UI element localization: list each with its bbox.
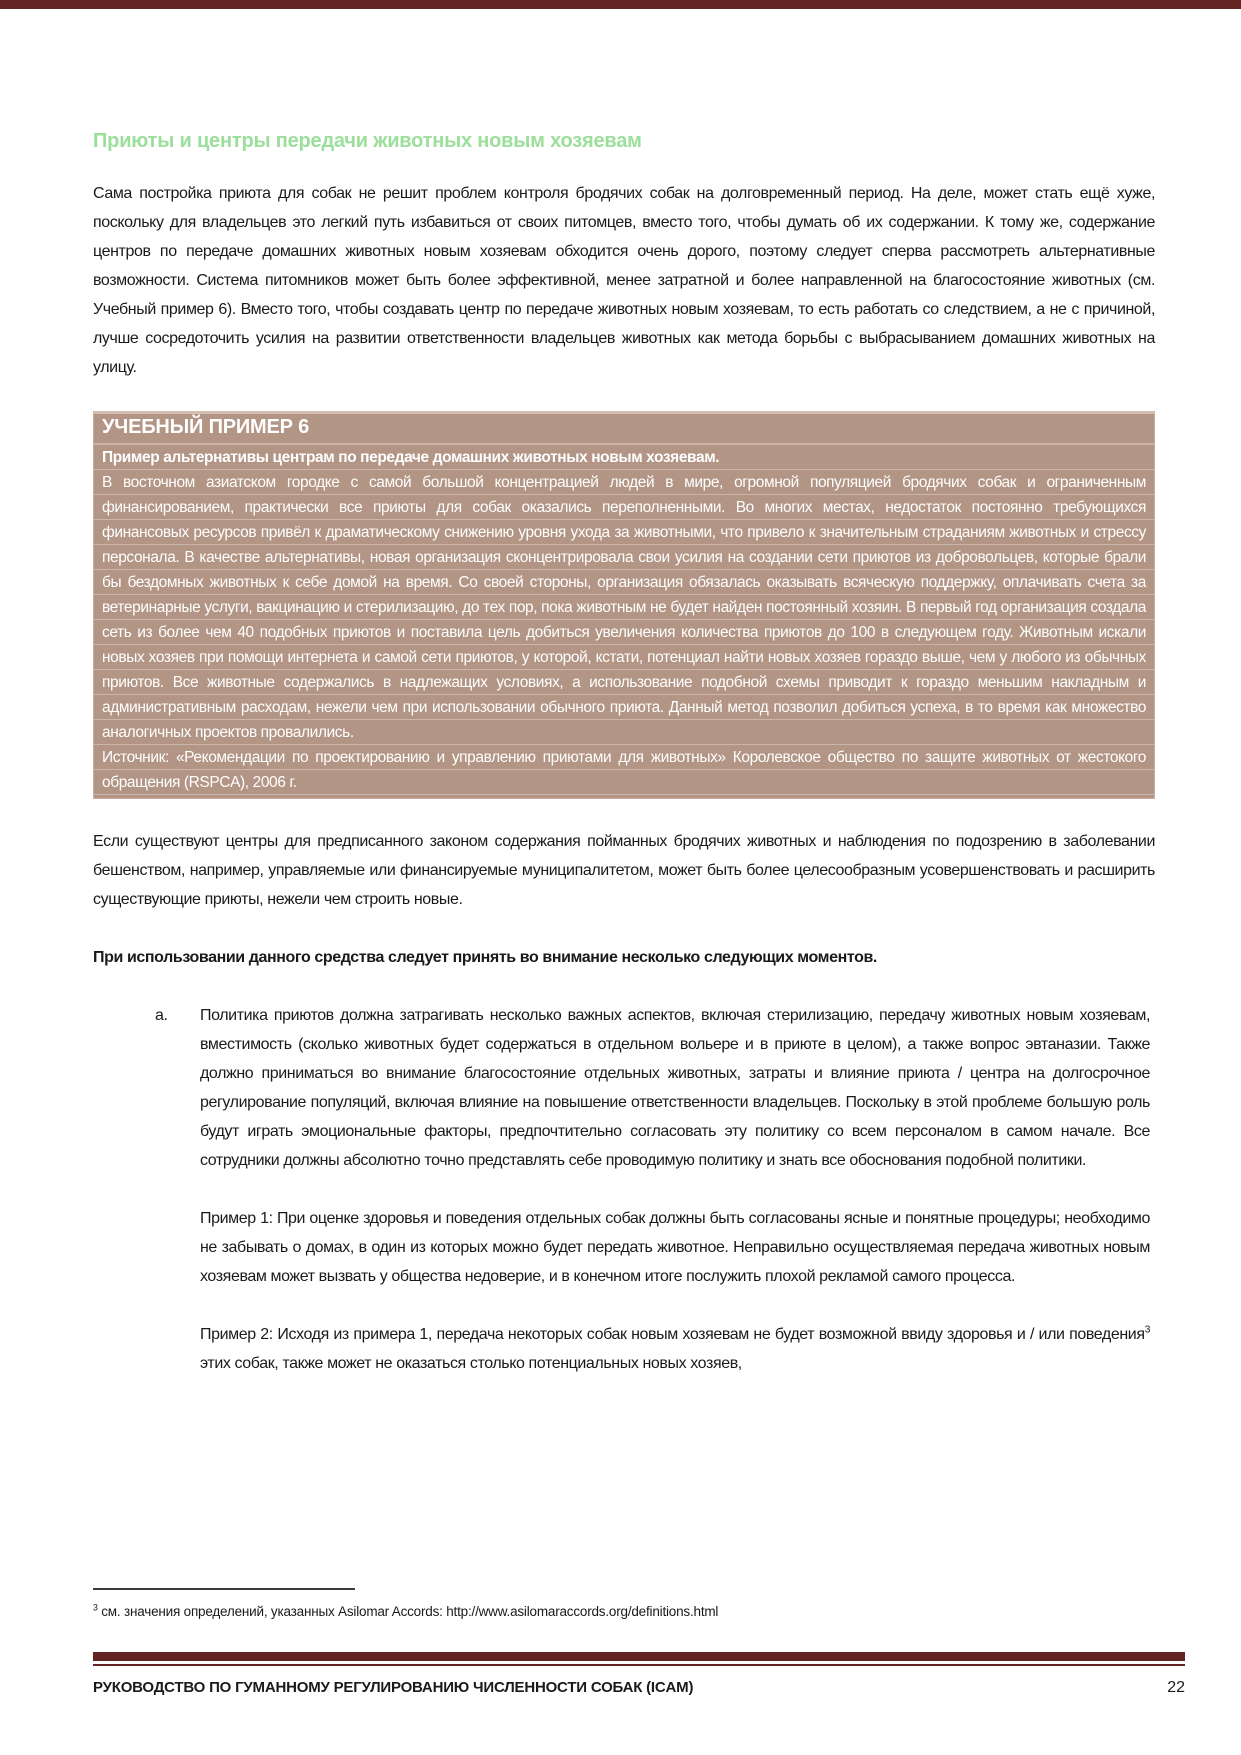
example-2-paragraph [200, 1320, 1150, 1378]
footnote-text [93, 1604, 1155, 1619]
footnote-reference-mark: 3 [1144, 1324, 1150, 1336]
case-study-body [94, 445, 1154, 798]
section-heading: Приюты и центры передачи животных новым хозяевам [93, 130, 642, 152]
case-study-subtitle: Пример альтернативы центрам по передаче домашних животных новым хозяевам. [102, 449, 720, 466]
example-1-paragraph: Пример 1: При оценке здоровья и поведения отдельных собак должны быть согласованы ясные и понятные процедуры; необходимо не забывать о домах, в один из которых можно будет передать животное. Неправильно осуществляемая передача животных новым хозяевам может вызвать у общества недоверие, и в конечном итоге послужить плохой рекламой самого процесса. [200, 1210, 1150, 1285]
example-2-text-start: Пример 2: Исходя из примера 1, передача некоторых собак новым хозяевам не будет возможной ввиду здоровья и / или поведения [200, 1326, 1145, 1343]
page-number: 22 [1167, 1679, 1185, 1696]
case-study-text: В восточном азиатском городке с самой большой концентрацией людей в мире, огромной популяцией бродячих собак и ограниченным финансированием, практически все приюты для собак оказались переполненными. Во многих местах, недостаток постоянно требующихся финансовых ресурсов привёл к драматическому снижению уровня ухода за животными, что привело к значительным страданиям животных и стрессу персонала. В качестве альтернативы, новая организация сконцентрировала свои усилия на создании сети приютов из добровольцев, которые брали бы бездомных животных к себе домой на время. Со своей стороны, организация обязалась оказывать всяческую поддержку, оплачивать счета за ветеринарные услуги, вакцинацию и стерилизацию, до тех пор, пока животным не будет найден постоянный хозяин. В первый год организация создала сеть из более чем 40 подобных приютов и поставила цель добиться увеличения количества приютов до 100 в следующем году. Животным искали новых хозяев при помощи интернета и самой сети приютов, у которой, кстати, потенциал найти новых хозяев гораздо выше, чем у любого из обычных приютов. Все животные содержались в надлежащих условиях, а использование подобной схемы приводит к гораздо меньшим накладным и административным расходам, нежели чем при использовании обычного приюта. Данный метод позволил добиться успеха, в то время как множество аналогичных проектов провалились. [102, 474, 1146, 741]
top-page-rule [0, 0, 1241, 9]
examples-block [200, 1204, 1155, 1378]
list-item-a [155, 1001, 1150, 1175]
footer-document-title: РУКОВОДСТВО ПО ГУМАННОМУ РЕГУЛИРОВАНИЮ ЧИСЛЕННОСТИ СОБАК (ICAM) [93, 1679, 694, 1696]
footnote-separator [93, 1588, 355, 1590]
footnote-area [93, 1588, 1155, 1619]
after-box-paragraph: Если существуют центры для предписанного законом содержания пойманных бродячих животных и наблюдения по подозрению в заболевании бешенством, например, управляемые или финансируемые муниципалитетом, может быть более целесообразным усовершенствовать и расширить существующие приюты, нежели чем строить новые. [93, 833, 1155, 908]
page-footer [93, 1652, 1185, 1697]
case-study-box [93, 411, 1155, 799]
footnote-body: см. значения определений, указанных Asilomar Accords: [101, 1604, 447, 1619]
case-study-title: УЧЕБНЫЙ ПРИМЕР 6 [94, 414, 1154, 445]
footnote-marker: 3 [93, 1602, 98, 1613]
footer-row [93, 1679, 1185, 1697]
considerations-note: При использовании данного средства следует принять во внимание несколько следующих моментов. [93, 949, 877, 966]
page-content [93, 130, 1155, 1407]
list-item-a-text: Политика приютов должна затрагивать несколько важных аспектов, включая стерилизацию, передачу животных новым хозяевам, вместимость (сколько животных будет содержаться в отдельном вольере и в приюте в целом), а также вопрос эвтаназии. Также должно приниматься во внимание благосостояние отдельных животных, затраты и влияние приюта / центра на долгосрочное регулирование популяций, включая влияние на повышение ответственности владельцев. Поскольку в этой проблеме большую роль будут играть эмоциональные факторы, предпочтительно согласовать эту политику со всем персоналом в самом начале. Все сотрудники должны абсолютно точно представлять себе проводимую политику и знать все обоснования подобной политики. [200, 1007, 1150, 1169]
footnote-url[interactable]: http://www.asilomaraccords.org/definitions.html [446, 1604, 719, 1619]
footer-rule-thick [93, 1652, 1185, 1661]
case-study-source: Источник: «Рекомендации по проектированию и управлению приютами для животных» Королевское общество по защите животных от жестокого обращения (RSPCA), 2006 г. [102, 749, 1146, 791]
list-item-a-marker: a. [155, 1007, 168, 1024]
example-2-text-end: этих собак, также может не оказаться столько потенциальных новых хозяев, [200, 1355, 742, 1372]
footer-rule-thin [93, 1664, 1185, 1666]
intro-paragraph: Сама постройка приюта для собак не решит проблем контроля бродячих собак на долговременный период. На деле, может стать ещё хуже, поскольку для владельцев это легкий путь избавиться от своих питомцев, вместо того, чтобы думать об их содержании. К тому же, содержание центров по передаче домашних животных новым хозяевам обходится очень дорого, поэтому следует сперва рассмотреть альтернативные возможности. Система питомников может быть более эффективной, менее затратной и более направленной на благосостояние животных (см. Учебный пример 6). Вместо того, чтобы создавать центр по передаче животных новым хозяевам, то есть работать со следствием, а не с причиной, лучше сосредоточить усилия на развитии ответственности владельцев животных как метода борьбы с выбрасыванием домашних животных на улицу. [93, 185, 1155, 376]
